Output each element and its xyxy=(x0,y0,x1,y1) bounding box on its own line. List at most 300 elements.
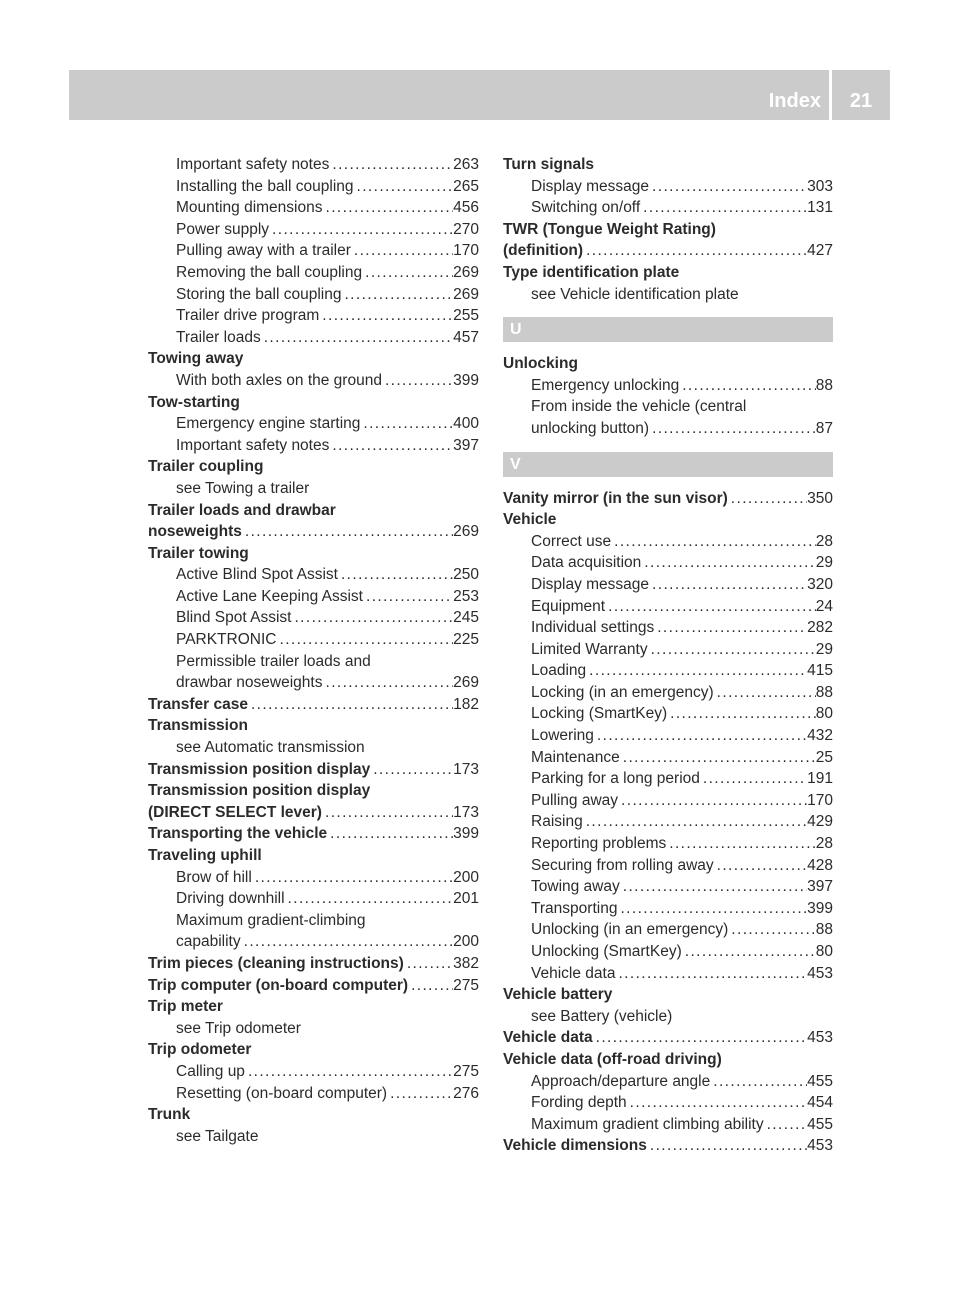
dot-leader xyxy=(408,975,453,997)
index-subentry[interactable] xyxy=(148,867,479,889)
index-subentry[interactable] xyxy=(503,1092,833,1114)
page-ref[interactable]: 269 xyxy=(453,285,479,303)
index-subentry[interactable] xyxy=(503,790,833,812)
page-ref[interactable]: 131 xyxy=(807,199,833,217)
entry-text: Vanity mirror (in the sun visor) xyxy=(503,489,728,507)
dot-leader xyxy=(370,759,453,781)
index-subentry[interactable] xyxy=(503,941,833,963)
page-ref[interactable]: 80 xyxy=(815,943,833,960)
dot-leader xyxy=(667,703,816,725)
index-entry[interactable] xyxy=(148,694,479,716)
entry-text: Equipment xyxy=(531,597,606,615)
entry-text: Securing from rolling away xyxy=(531,856,714,874)
dot-leader xyxy=(620,747,816,769)
index-entry[interactable] xyxy=(148,802,479,824)
index-subentry[interactable] xyxy=(148,219,479,241)
page-ref[interactable]: 282 xyxy=(807,619,833,637)
dot-leader xyxy=(666,833,815,855)
entry-text: Transmission position display xyxy=(148,760,371,778)
dot-leader xyxy=(649,574,807,596)
entry-text: Maximum gradient-climbing xyxy=(176,911,366,929)
entry-text: Storing the ball coupling xyxy=(176,285,342,303)
index-entry xyxy=(148,500,479,522)
page-ref[interactable]: 29 xyxy=(815,640,833,658)
dot-leader xyxy=(252,867,453,889)
index-subentry[interactable] xyxy=(148,629,479,651)
index-entry xyxy=(503,353,833,375)
page-ref[interactable]: 455 xyxy=(807,1072,833,1090)
dot-leader xyxy=(627,1092,807,1114)
page-ref[interactable]: 29 xyxy=(815,554,833,572)
page-ref[interactable]: 453 xyxy=(807,964,833,982)
index-subentry xyxy=(148,651,479,673)
dot-leader xyxy=(594,725,807,747)
dot-leader xyxy=(605,596,816,618)
page-ref[interactable]: 87 xyxy=(815,419,833,437)
index-subentry[interactable] xyxy=(503,703,833,725)
index-entry[interactable] xyxy=(148,823,479,845)
entry-text: Fording depth xyxy=(531,1094,627,1112)
dot-leader xyxy=(285,888,454,910)
entry-text: Display message xyxy=(531,575,650,593)
page-ref[interactable]: 170 xyxy=(807,791,833,809)
index-subentry xyxy=(148,910,479,932)
entry-text: see Battery (vehicle) xyxy=(531,1007,673,1025)
dot-leader xyxy=(322,672,453,694)
page-ref[interactable]: 28 xyxy=(815,532,833,550)
index-subentry[interactable] xyxy=(503,596,833,618)
page-ref[interactable]: 399 xyxy=(807,899,833,917)
page-ref[interactable]: 253 xyxy=(453,587,479,605)
index-entry[interactable] xyxy=(148,953,479,975)
index-entry xyxy=(503,262,833,284)
index-entry xyxy=(503,509,833,531)
page-ref[interactable]: 275 xyxy=(453,976,479,994)
page-ref[interactable]: 269 xyxy=(453,674,479,692)
entry-text: Emergency engine starting xyxy=(176,415,361,433)
entry-text: Data acquisition xyxy=(531,554,642,572)
page-ref[interactable]: 200 xyxy=(453,868,479,886)
page-ref[interactable]: 275 xyxy=(453,1062,479,1080)
page-ref[interactable]: 263 xyxy=(453,156,479,173)
page-ref[interactable]: 88 xyxy=(815,683,833,701)
index-entry[interactable] xyxy=(503,1135,833,1157)
dot-leader xyxy=(338,564,453,586)
index-subentry[interactable] xyxy=(148,586,479,608)
entry-text: Trim pieces (cleaning instructions) xyxy=(148,954,404,972)
entry-text: Active Blind Spot Assist xyxy=(176,566,338,584)
index-entry xyxy=(148,1039,479,1061)
page-ref[interactable]: 173 xyxy=(453,760,479,778)
page-ref[interactable]: 88 xyxy=(815,376,833,394)
dot-leader xyxy=(387,1083,453,1105)
index-subentry xyxy=(148,1018,479,1040)
dot-leader xyxy=(248,694,453,716)
index-subentry[interactable] xyxy=(148,413,479,435)
entry-text: Trailer drive program xyxy=(176,307,320,325)
index-subentry[interactable] xyxy=(503,552,833,574)
entry-text: With both axles on the ground xyxy=(176,371,382,389)
entry-text: Trip computer (on-board computer) xyxy=(148,976,409,994)
page-ref[interactable]: 170 xyxy=(453,242,479,260)
dot-leader xyxy=(404,953,453,975)
index-subentry[interactable] xyxy=(503,1114,833,1136)
entry-text: (DIRECT SELECT lever) xyxy=(148,803,322,821)
index-subentry[interactable] xyxy=(148,607,479,629)
dot-leader xyxy=(618,790,807,812)
index-entry xyxy=(148,845,479,867)
page-ref[interactable]: 24 xyxy=(815,597,833,615)
page-number: 21 xyxy=(849,90,873,112)
entry-text: noseweights xyxy=(148,523,242,541)
entry-text: Removing the ball coupling xyxy=(176,263,363,281)
entry-text: TWR (Tongue Weight Rating) xyxy=(503,220,716,238)
dot-leader xyxy=(710,1071,807,1093)
entry-text: Trunk xyxy=(148,1106,191,1124)
page-ref[interactable]: 453 xyxy=(807,1029,833,1047)
page-ref[interactable]: 25 xyxy=(815,748,833,766)
dot-leader xyxy=(362,262,453,284)
dot-leader xyxy=(291,607,453,629)
page-ref[interactable]: 182 xyxy=(453,695,479,713)
page-ref[interactable]: 276 xyxy=(453,1084,479,1102)
index-entry xyxy=(148,456,479,478)
page-ref[interactable]: 255 xyxy=(453,307,479,325)
dot-leader xyxy=(269,219,453,241)
index-entry[interactable] xyxy=(503,488,833,510)
index-entry[interactable] xyxy=(503,240,833,262)
page-ref[interactable]: 415 xyxy=(807,662,833,680)
index-subentry xyxy=(503,1006,833,1028)
index-subentry xyxy=(148,1126,479,1148)
entry-text: Pulling away with a trailer xyxy=(176,242,351,260)
entry-text: Unlocking (in an emergency) xyxy=(531,921,729,939)
index-subentry[interactable] xyxy=(148,284,479,306)
entry-text: Trailer towing xyxy=(148,544,249,562)
index-subentry[interactable] xyxy=(148,327,479,349)
index-subentry[interactable] xyxy=(503,682,833,704)
entry-text: Trailer coupling xyxy=(148,458,264,476)
entry-text: Emergency unlocking xyxy=(531,376,680,394)
entry-text: Unlocking (SmartKey) xyxy=(531,943,682,960)
index-subentry[interactable] xyxy=(503,375,833,397)
entry-text: drawbar noseweights xyxy=(176,674,323,692)
entry-text: capability xyxy=(176,933,241,951)
dot-leader xyxy=(322,802,453,824)
index-subentry[interactable] xyxy=(503,574,833,596)
entry-text: Pulling away xyxy=(531,791,619,809)
dot-leader xyxy=(245,1061,453,1083)
dot-leader xyxy=(615,963,807,985)
dot-leader xyxy=(583,240,807,262)
page-ref[interactable]: 80 xyxy=(815,705,833,723)
index-subentry[interactable] xyxy=(503,811,833,833)
dot-leader xyxy=(640,197,807,219)
entry-text: Power supply xyxy=(176,220,270,238)
page-ref[interactable]: 88 xyxy=(815,921,833,939)
index-subentry[interactable] xyxy=(148,240,479,262)
page-ref[interactable]: 455 xyxy=(807,1115,833,1133)
index-subentry xyxy=(148,478,479,500)
entry-text: Unlocking xyxy=(503,355,578,373)
dot-leader xyxy=(654,617,807,639)
dot-leader xyxy=(593,1027,808,1049)
dot-leader xyxy=(649,176,807,198)
dot-leader xyxy=(641,552,815,574)
dot-leader xyxy=(241,931,454,953)
entry-text: Locking (SmartKey) xyxy=(531,705,668,723)
entry-text: Raising xyxy=(531,813,583,831)
page-ref[interactable]: 201 xyxy=(453,890,479,908)
page-ref[interactable]: 350 xyxy=(807,489,833,507)
entry-text: Maintenance xyxy=(531,748,620,766)
section-letter-u: U xyxy=(503,317,833,342)
page-ref[interactable]: 457 xyxy=(453,328,479,346)
entry-text: Individual settings xyxy=(531,619,655,637)
dot-leader xyxy=(649,418,816,440)
index-entry xyxy=(148,543,479,565)
page-ref[interactable]: 400 xyxy=(453,415,479,433)
page-ref[interactable]: 428 xyxy=(807,856,833,874)
page-ref[interactable]: 303 xyxy=(807,177,833,195)
page-ref[interactable]: 270 xyxy=(453,220,479,238)
dot-leader xyxy=(382,370,453,392)
index-subentry xyxy=(503,284,833,306)
page-ref[interactable]: 191 xyxy=(807,770,833,788)
entry-text: Loading xyxy=(531,662,587,680)
dot-leader xyxy=(764,1114,808,1136)
entry-text: Switching on/off xyxy=(531,199,641,217)
section-letter-v: V xyxy=(503,452,833,477)
entry-text: see Towing a trailer xyxy=(176,479,310,497)
index-subentry[interactable] xyxy=(503,963,833,985)
index-subentry[interactable] xyxy=(503,768,833,790)
index-subentry[interactable] xyxy=(148,1083,479,1105)
page-ref[interactable]: 397 xyxy=(807,878,833,896)
dot-leader xyxy=(714,682,816,704)
page-ref[interactable]: 454 xyxy=(807,1094,833,1112)
entry-text: Lowering xyxy=(531,727,594,745)
index-subentry xyxy=(148,737,479,759)
index-entry[interactable] xyxy=(503,1027,833,1049)
entry-text: see Automatic transmission xyxy=(176,739,365,757)
entry-text: Brow of hill xyxy=(176,868,252,886)
index-column-right xyxy=(503,154,833,1157)
entry-text: see Trip odometer xyxy=(176,1019,301,1037)
index-column-left xyxy=(148,154,479,1147)
entry-text: Important safety notes xyxy=(176,156,330,173)
dot-leader xyxy=(327,823,453,845)
entry-text: Transmission xyxy=(148,717,248,735)
entry-text: Active Lane Keeping Assist xyxy=(176,587,363,605)
index-subentry[interactable] xyxy=(503,855,833,877)
index-subentry[interactable] xyxy=(503,1071,833,1093)
index-entry xyxy=(503,1049,833,1071)
page-ref[interactable]: 427 xyxy=(807,242,833,260)
dot-leader xyxy=(679,375,816,397)
dot-leader xyxy=(351,240,453,262)
entry-text: see Tailgate xyxy=(176,1127,259,1145)
entry-text: Parking for a long period xyxy=(531,770,700,788)
entry-text: Trailer loads and drawbar xyxy=(148,501,336,519)
index-subentry[interactable] xyxy=(503,639,833,661)
index-subentry[interactable] xyxy=(148,370,479,392)
dot-leader xyxy=(363,586,453,608)
entry-text: Driving downhill xyxy=(176,890,285,908)
index-entry xyxy=(148,780,479,802)
index-subentry[interactable] xyxy=(503,876,833,898)
dot-leader xyxy=(682,941,816,963)
entry-text: From inside the vehicle (central xyxy=(531,398,747,416)
dot-leader xyxy=(620,876,807,898)
page-ref[interactable]: 399 xyxy=(453,371,479,389)
page-ref[interactable]: 200 xyxy=(453,933,479,951)
entry-text: Vehicle xyxy=(503,511,557,529)
index-subentry[interactable] xyxy=(148,197,479,219)
dot-leader xyxy=(700,768,807,790)
index-entry[interactable] xyxy=(148,975,479,997)
entry-text: Transporting xyxy=(531,899,618,917)
index-subentry[interactable] xyxy=(148,154,479,176)
entry-text: Transporting the vehicle xyxy=(148,825,328,843)
page-ref[interactable]: 250 xyxy=(453,566,479,584)
dot-leader xyxy=(617,898,807,920)
index-subentry[interactable] xyxy=(148,435,479,457)
index-subentry[interactable] xyxy=(503,660,833,682)
page-ref[interactable]: 432 xyxy=(807,727,833,745)
dot-leader xyxy=(354,176,454,198)
entry-text: Limited Warranty xyxy=(531,640,648,658)
page-header xyxy=(69,70,890,120)
entry-text: Vehicle battery xyxy=(503,986,613,1004)
index-subentry[interactable] xyxy=(503,833,833,855)
entry-text: Calling up xyxy=(176,1062,245,1080)
entry-text: Vehicle data xyxy=(531,964,616,982)
index-entry[interactable] xyxy=(148,759,479,781)
index-subentry[interactable] xyxy=(148,1061,479,1083)
entry-text: see Vehicle identification plate xyxy=(531,285,739,303)
entry-text: Turn signals xyxy=(503,156,595,173)
entry-text: Trip odometer xyxy=(148,1041,252,1059)
index-subentry[interactable] xyxy=(503,725,833,747)
entry-text: (definition) xyxy=(503,242,584,260)
entry-text: Transmission position display xyxy=(148,782,371,800)
index-subentry[interactable] xyxy=(148,305,479,327)
page-ref[interactable]: 453 xyxy=(807,1137,833,1155)
entry-text: Vehicle dimensions xyxy=(503,1137,647,1155)
entry-text: Vehicle data (off-road driving) xyxy=(503,1050,722,1068)
dot-leader xyxy=(329,154,453,176)
entry-text: Vehicle data xyxy=(503,1029,593,1047)
page-ref[interactable]: 245 xyxy=(453,609,479,627)
dot-leader xyxy=(728,919,815,941)
index-entry xyxy=(148,392,479,414)
index-subentry[interactable] xyxy=(148,672,479,694)
page-ref[interactable]: 265 xyxy=(453,177,479,195)
entry-text: Transfer case xyxy=(148,695,248,713)
index-subentry[interactable] xyxy=(503,418,833,440)
index-entry xyxy=(503,154,833,176)
entry-text: Mounting dimensions xyxy=(176,199,323,217)
page-ref[interactable]: 28 xyxy=(815,835,833,853)
page-ref[interactable]: 397 xyxy=(453,436,479,454)
dot-leader xyxy=(714,855,807,877)
entry-text: Correct use xyxy=(531,532,612,550)
index-entry xyxy=(148,996,479,1018)
entry-text: Display message xyxy=(531,177,650,195)
page-ref[interactable]: 399 xyxy=(453,825,479,843)
index-subentry[interactable] xyxy=(503,531,833,553)
index-subentry[interactable] xyxy=(503,197,833,219)
dot-leader xyxy=(242,521,453,543)
index-subentry[interactable] xyxy=(148,888,479,910)
dot-leader xyxy=(648,639,816,661)
dot-leader xyxy=(261,327,453,349)
page-ref[interactable]: 429 xyxy=(807,813,833,831)
entry-text: Tow-starting xyxy=(148,393,240,411)
entry-text: Blind Spot Assist xyxy=(176,609,292,627)
page-ref[interactable]: 225 xyxy=(453,631,479,649)
index-entry xyxy=(503,219,833,241)
entry-text: Resetting (on-board computer) xyxy=(176,1084,388,1102)
entry-text: Trip meter xyxy=(148,998,223,1016)
index-entry xyxy=(148,715,479,737)
entry-text: Type identification plate xyxy=(503,263,680,281)
index-subentry xyxy=(503,396,833,418)
index-entry xyxy=(148,348,479,370)
index-entry[interactable] xyxy=(148,521,479,543)
dot-leader xyxy=(322,197,453,219)
dot-leader xyxy=(583,811,807,833)
dot-leader xyxy=(647,1135,807,1157)
page-ref[interactable]: 173 xyxy=(453,803,479,821)
index-subentry[interactable] xyxy=(503,898,833,920)
dot-leader xyxy=(611,531,816,553)
index-subentry[interactable] xyxy=(503,747,833,769)
dot-leader xyxy=(341,284,453,306)
index-subentry[interactable] xyxy=(148,931,479,953)
dot-leader xyxy=(319,305,453,327)
entry-text: Locking (in an emergency) xyxy=(531,683,714,701)
index-entry xyxy=(148,1104,479,1126)
entry-text: Approach/departure angle xyxy=(531,1072,711,1090)
entry-text: Reporting problems xyxy=(531,835,667,853)
page-ref[interactable]: 456 xyxy=(453,199,479,217)
index-subentry[interactable] xyxy=(503,176,833,198)
dot-leader xyxy=(728,488,807,510)
entry-text: Maximum gradient climbing ability xyxy=(531,1115,764,1133)
entry-text: Installing the ball coupling xyxy=(176,177,354,195)
page-ref[interactable]: 382 xyxy=(453,954,479,972)
entry-text: Towing away xyxy=(148,350,244,368)
index-subentry[interactable] xyxy=(503,617,833,639)
entry-text: unlocking button) xyxy=(531,419,650,437)
dot-leader xyxy=(360,413,453,435)
index-subentry[interactable] xyxy=(148,564,479,586)
page-ref[interactable]: 269 xyxy=(453,523,479,541)
index-subentry[interactable] xyxy=(148,176,479,198)
page-ref[interactable]: 269 xyxy=(453,263,479,281)
entry-text: Permissible trailer loads and xyxy=(176,652,371,670)
dot-leader xyxy=(586,660,807,682)
index-subentry[interactable] xyxy=(148,262,479,284)
entry-text: Traveling uphill xyxy=(148,847,262,864)
index-subentry[interactable] xyxy=(503,919,833,941)
entry-text: PARKTRONIC xyxy=(176,631,277,649)
page-ref[interactable]: 320 xyxy=(807,575,833,593)
dot-leader xyxy=(276,629,453,651)
dot-leader xyxy=(329,435,453,457)
